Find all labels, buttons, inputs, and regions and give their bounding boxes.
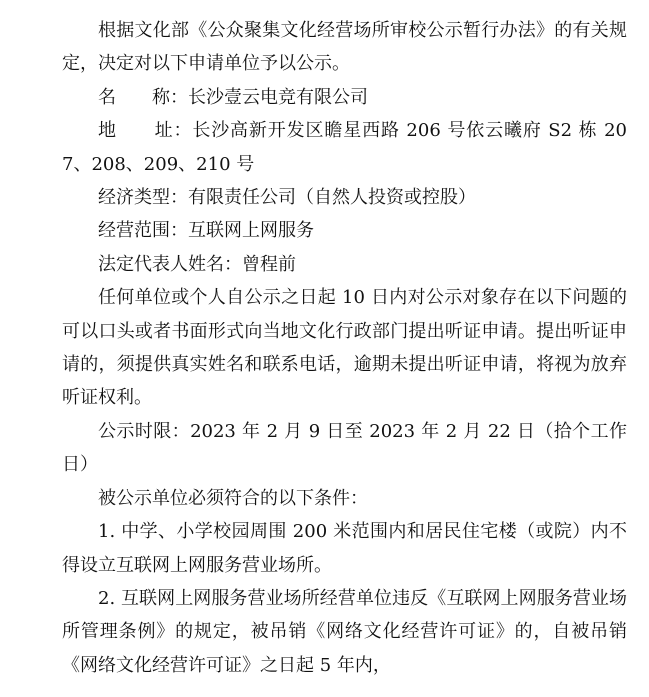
address-value: 长沙高新开发区瞻星西路 206 号依云曦府 S2 栋 207、208、209、210 号 (62, 120, 627, 175)
period-value: 2023 年 2 月 9 日至 2023 年 2 月 22 日（拾个工作日） (62, 420, 627, 476)
business-scope-line (62, 214, 627, 247)
address-line (62, 114, 627, 181)
address-label: 地 址： (98, 120, 193, 142)
legal-rep-value: 曾程前 (242, 253, 296, 275)
conditions-intro: 被公示单位必须符合的以下条件： (98, 487, 368, 509)
company-name-value: 长沙壹云电竞有限公司 (188, 86, 368, 108)
legal-rep-line (62, 248, 627, 281)
economy-type-value: 有限责任公司（自然人投资或控股） (188, 187, 476, 209)
legal-rep-label: 法定代表人姓名： (98, 253, 242, 275)
intro-paragraph: 根据文化部《公众聚集文化经营场所审校公示暂行办法》的有关规定，决定对以下申请单位予以公示。 (62, 20, 627, 75)
condition-item-2: 2. 互联网上网服务营业场所经营单位违反《互联网上网服务营业场所管理条例》的规定，被吊销《网络文化经营许可证》的，自被吊销《网络文化经营许可证》之日起 5 年内， (62, 587, 627, 676)
company-name-line (62, 81, 627, 114)
period-line (62, 415, 627, 482)
hearing-notice-paragraph: 任何单位或个人自公示之日起 10 日内对公示对象存在以下问题的可以口头或者书面形式向当地文化行政部门提出听证申请。提出听证申请的，须提供真实姓名和联系电话，逾期未提出听证申请，将视为放弃听证权利。 (62, 287, 627, 409)
period-label: 公示时限： (98, 420, 191, 442)
company-name-label: 名 称： (98, 86, 188, 108)
business-scope-label: 经营范围： (98, 220, 188, 242)
economy-type-line (62, 181, 627, 214)
business-scope-value: 互联网上网服务 (188, 220, 314, 242)
economy-type-label: 经济类型： (98, 187, 188, 209)
condition-item-1: 1. 中学、小学校园周围 200 米范围内和居民住宅楼（或院）内不得设立互联网上网服务营业场所。 (62, 521, 627, 576)
